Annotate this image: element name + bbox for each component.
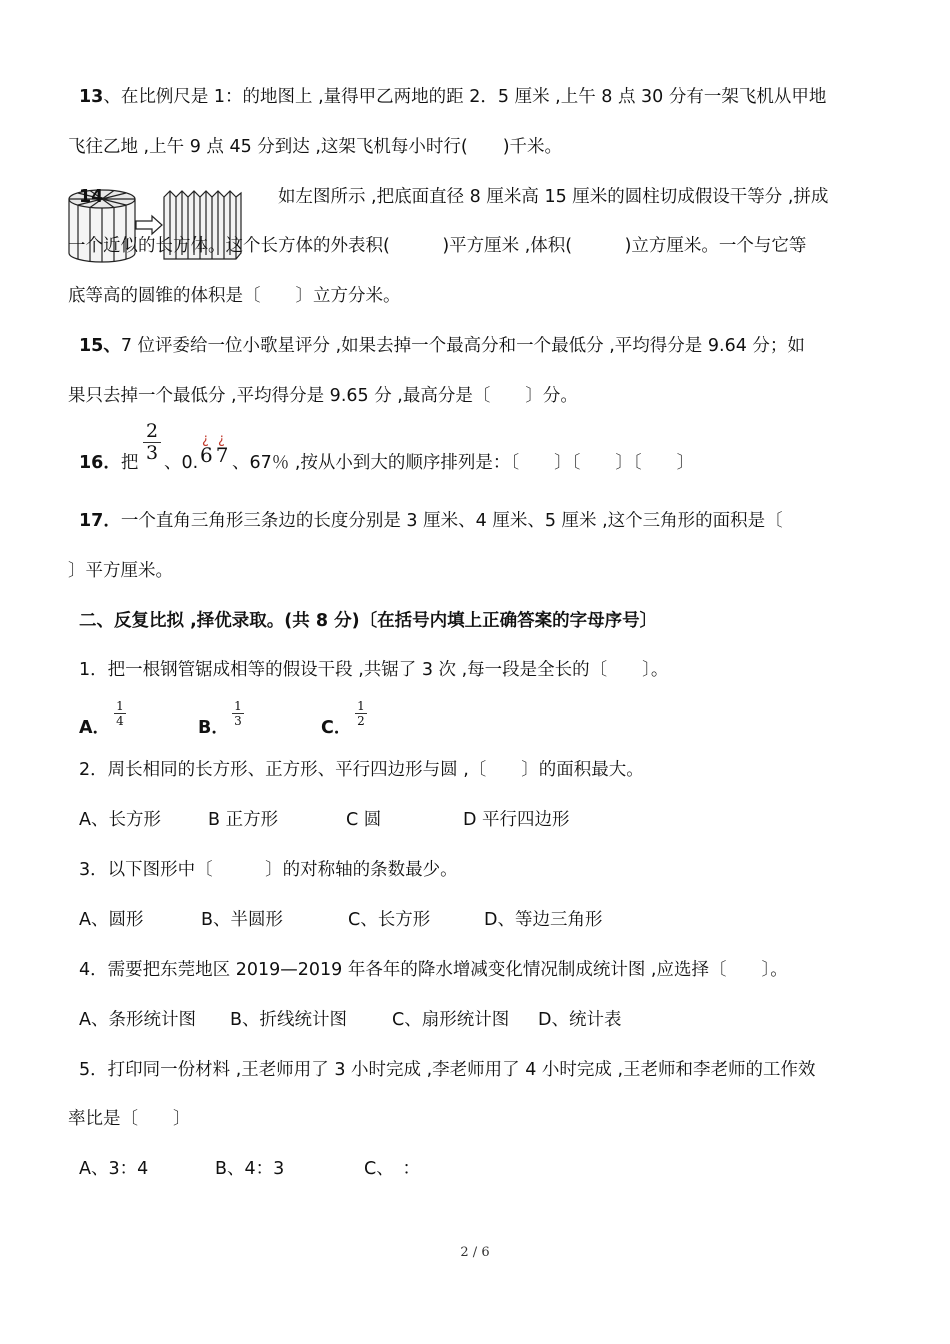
q16-dot-mark-1: ¿ xyxy=(202,432,209,447)
mc5-option-a: A、3：4 xyxy=(79,1159,149,1179)
mc2-option-b: B 正方形 xyxy=(208,810,279,830)
q17-line1: 17．一个直角三角形三条边的长度分别是 3 厘米、4 厘米、5 厘米 ,这个三角形的面积是〔 xyxy=(79,511,783,531)
mc4-option-d: D、统计表 xyxy=(538,1010,622,1030)
mc5-option-b: B、4：3 xyxy=(215,1159,285,1179)
q17-line2: 〕平方厘米。 xyxy=(68,561,173,581)
mc1-b-den: 3 xyxy=(234,714,242,728)
q16-dot-mark-2: ¿ xyxy=(218,432,225,447)
q14-line1: 如左图所示 ,把底面直径 8 厘米高 15 厘米的圆柱切成假设干等分 ,拼成 xyxy=(278,187,829,207)
page-number: 2 / 6 xyxy=(460,1245,490,1260)
q13-line2: 飞往乙地 ,上午 9 点 45 分到达 ,这架飞机每小时行( )千米。 xyxy=(68,137,563,157)
mc2-stem: 2．周长相同的长方形、正方形、平行四边形与圆 ,〔 〕的面积最大。 xyxy=(79,760,644,780)
mc3-option-d: D、等边三角形 xyxy=(484,910,603,930)
q15-line2: 果只去掉一个最低分 ,平均得分是 9.65 分 ,最高分是〔 〕分。 xyxy=(68,386,578,406)
q15-line1: 15、7 位评委给一位小歌星评分 ,如果去掉一个最高分和一个最低分 ,平均得分是 9.64 分；如 xyxy=(79,336,805,356)
q16-rest: 、67％ ,按从小到大的顺序排列是：〔 〕〔 〕〔 〕 xyxy=(232,453,695,473)
mc2-option-a: A、长方形 xyxy=(79,810,161,830)
mc1-a-den: 4 xyxy=(116,714,124,728)
mc1-option-b-fraction xyxy=(232,700,244,727)
mc3-stem: 3．以下图形中〔 〕的对称轴的条数最少。 xyxy=(79,860,458,880)
mc4-option-b: B、折线统计图 xyxy=(230,1010,348,1030)
q13-text1: 、在比例尺是 1：的地图上 ,量得甲乙两地的距 2．5 厘米 ,上午 8 点 30 分有一架飞机从甲地 xyxy=(103,87,827,107)
q16-frac-numerator: 2 xyxy=(145,420,159,442)
mc1-option-a-label: A． xyxy=(79,718,111,738)
mc3-option-a: A、圆形 xyxy=(79,910,144,930)
q13-number: 13 xyxy=(79,87,104,107)
mc1-b-num: 1 xyxy=(234,699,242,713)
mc1-option-a-fraction xyxy=(114,700,126,727)
q14-number: 14 xyxy=(79,187,104,207)
mc1-c-den: 2 xyxy=(357,714,365,728)
mc1-a-num: 1 xyxy=(116,699,124,713)
q14-line2: 一个近似的长方体。这个长方体的外表积( )平方厘米 ,体积( )立方厘米。一个与它等 xyxy=(68,236,807,256)
mc2-option-d: D 平行四边形 xyxy=(463,810,570,830)
q16-sep: 、0. xyxy=(164,453,199,473)
q16-fraction xyxy=(143,422,161,463)
q13-line1 xyxy=(79,85,826,109)
q14-line3: 底等高的圆锥的体积是〔 〕立方分米。 xyxy=(68,286,401,306)
mc5-option-c: C、 ： xyxy=(364,1159,420,1179)
mc2-option-c: C 圆 xyxy=(346,810,382,830)
q16-frac-denominator: 3 xyxy=(145,442,159,464)
q16-prefix: 16．把 xyxy=(79,453,139,473)
mc5-line2: 率比是〔 〕 xyxy=(68,1109,191,1129)
section2-heading: 二、反复比拟 ,择优录取。(共 8 分)〔在括号内填上正确答案的字母序号〕 xyxy=(79,611,658,631)
q16-repeating-digits: 67 xyxy=(200,443,232,467)
mc4-option-a: A、条形统计图 xyxy=(79,1010,196,1030)
mc1-stem: 1．把一根钢管锯成相等的假设干段 ,共锯了 3 次 ,每一段是全长的〔 〕。 xyxy=(79,660,669,680)
mc3-option-c: C、长方形 xyxy=(348,910,431,930)
arrow-right-icon xyxy=(136,216,162,234)
mc5-line1: 5．打印同一份材料 ,王老师用了 3 小时完成 ,李老师用了 4 小时完成 ,王老师和李老师的工作效 xyxy=(79,1060,816,1080)
mc4-stem: 4．需要把东莞地区 2019—2019 年各年的降水增减变化情况制成统计图 ,应选择〔 〕。 xyxy=(79,960,788,980)
mc1-c-num: 1 xyxy=(357,699,365,713)
mc3-option-b: B、半圆形 xyxy=(201,910,284,930)
mc1-option-c-fraction xyxy=(355,700,367,727)
mc1-option-b-label: B． xyxy=(198,718,229,738)
mc4-option-c: C、扇形统计图 xyxy=(392,1010,510,1030)
mc1-option-c-label: C． xyxy=(321,718,352,738)
